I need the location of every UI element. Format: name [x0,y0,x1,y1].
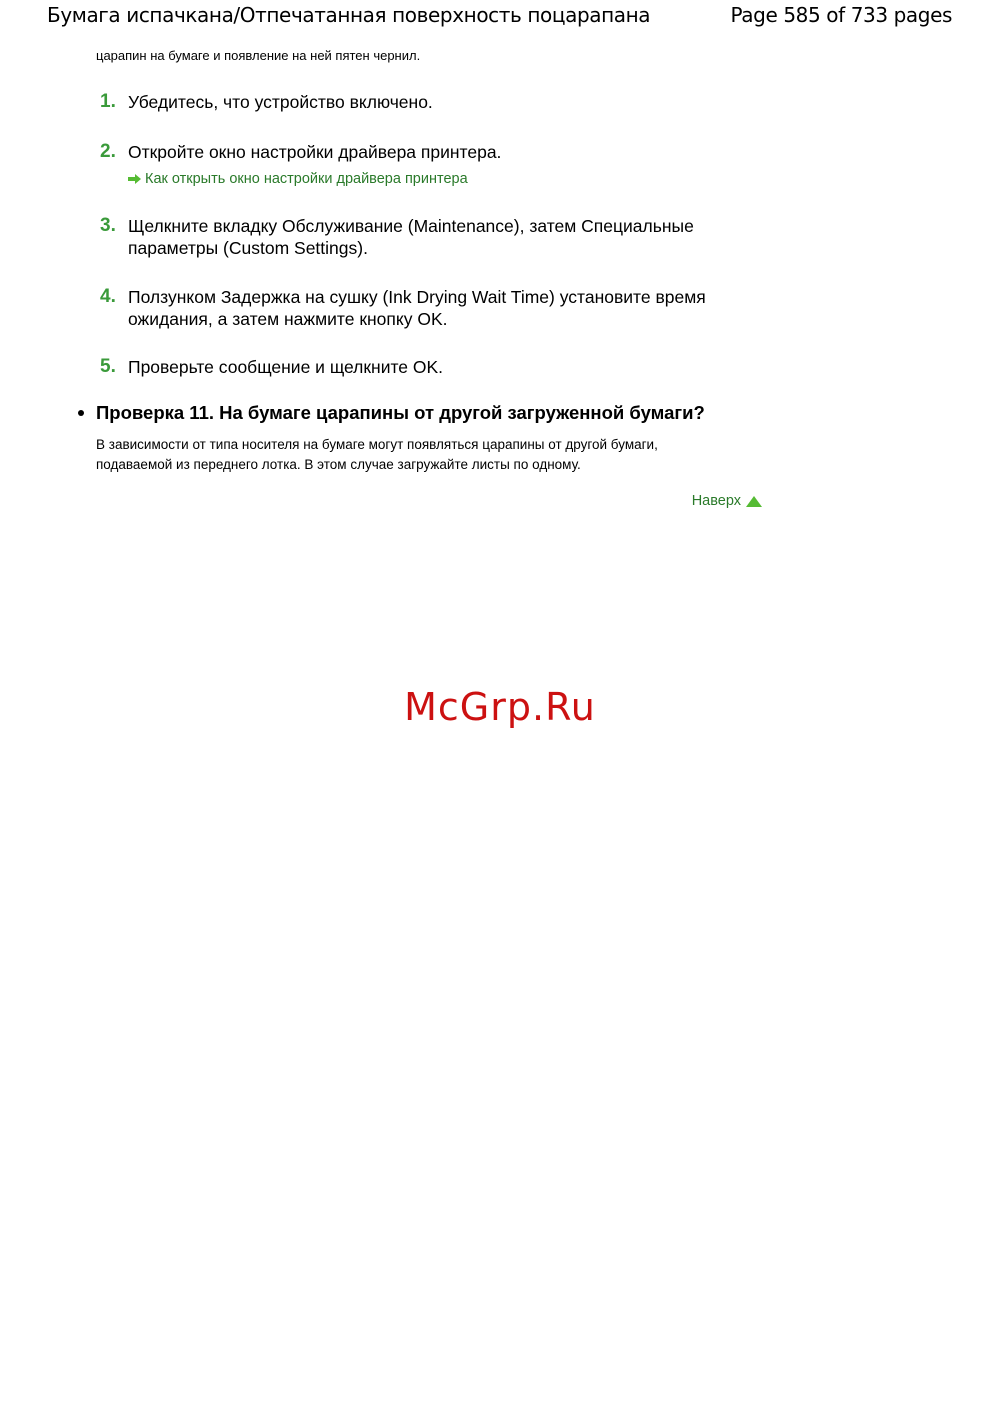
step-text: Откройте окно настройки драйвера принтера. [128,142,502,162]
step-text: Ползунком Задержка на сушку (Ink Drying Wait Time) установите время ожидания, а затем нажмите кнопку OK. [128,287,706,329]
arrow-right-icon [128,174,142,184]
arrow-up-icon [746,496,762,507]
step-5 [100,356,780,378]
bullet-icon [78,410,84,416]
step-number: 1. [100,91,116,112]
back-to-top-label: Наверх [691,493,741,509]
check-11-text: В зависимости от типа носителя на бумаге могут появляться царапины от другой бумаги, подаваемой из переднего лотка. В этом случае загружайте листы по одному. [96,437,658,472]
step-number: 4. [100,286,116,307]
step-text: Щелкните вкладку Обслуживание (Maintenance), затем Специальные параметры (Custom Settings). [128,216,694,258]
step-text: Убедитесь, что устройство включено. [128,92,433,112]
step-2 [100,141,780,190]
check-heading-text: Проверка 11. На бумаге царапины от другой загруженной бумаги? [96,402,705,423]
step-3 [100,215,780,259]
step-1 [100,91,780,113]
step-text: Проверьте сообщение и щелкните OK. [128,357,444,377]
step-number: 5. [100,356,116,377]
step-number: 3. [100,215,116,236]
page-title: Бумага испачкана/Отпечатанная поверхность поцарапана [47,3,651,27]
step-number: 2. [100,141,116,162]
step-4 [100,286,780,330]
back-to-top-link[interactable] [692,493,762,509]
driver-settings-link[interactable] [128,168,780,190]
watermark: McGrp.Ru [404,685,596,729]
check-11-heading [78,402,705,424]
lead-text: царапин на бумаге и появление на ней пятен чернил. [96,48,421,63]
page-counter: Page 585 of 733 pages [730,3,952,27]
link-label: Как открыть окно настройки драйвера принтера [145,171,468,187]
page-header [47,0,952,30]
